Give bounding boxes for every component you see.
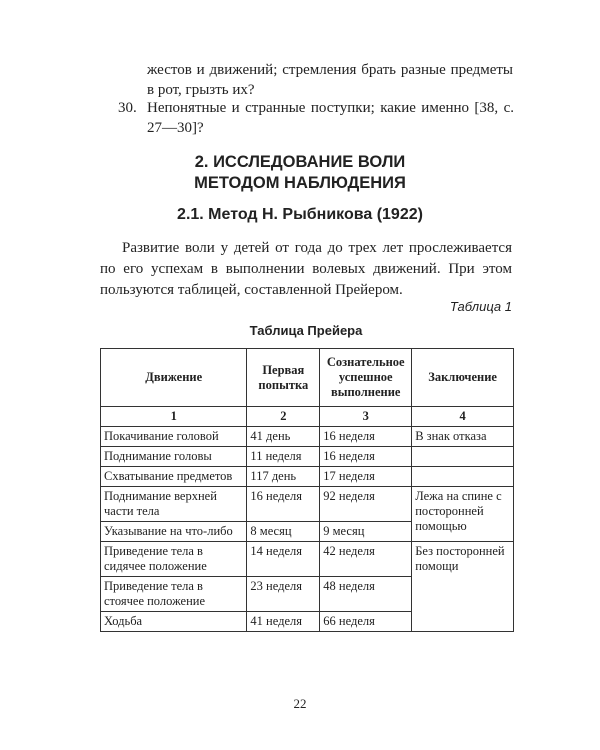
section-heading-line-1: 2. ИССЛЕДОВАНИЕ ВОЛИ	[194, 153, 406, 171]
cell-movement: Покачивание головой	[101, 427, 247, 447]
cell-conclusion-empty	[412, 447, 514, 467]
cell-first-attempt: 23 неделя	[247, 577, 320, 612]
cell-first-attempt: 11 неделя	[247, 447, 320, 467]
preyer-table	[100, 348, 514, 632]
cell-conclusion-empty	[412, 467, 514, 487]
column-number: 1	[101, 407, 247, 427]
cell-first-attempt: 14 неделя	[247, 542, 320, 577]
cell-movement: Поднимание верхней части тела	[101, 487, 247, 522]
column-number: 2	[247, 407, 320, 427]
list-item-continuation: жестов и движений; стремления брать разные предметы в рот, грызть их?	[147, 62, 513, 98]
table-row	[101, 487, 514, 522]
header-first-attempt: Первая попытка	[247, 349, 320, 407]
cell-movement: Ходьба	[101, 612, 247, 632]
cell-conscious-success: 42 неделя	[320, 542, 412, 577]
table-header-row	[101, 349, 514, 407]
cell-conscious-success: 48 неделя	[320, 577, 412, 612]
table-number-label: Таблица 1	[449, 299, 512, 314]
cell-first-attempt: 16 неделя	[247, 487, 320, 522]
cell-movement: Приведение тела в стоячее положение	[101, 577, 247, 612]
table-row	[101, 427, 514, 447]
subsection-heading: 2.1. Метод Н. Рыбникова (1922)	[177, 206, 423, 223]
body-paragraph: Развитие воли у детей от года до трех лет прослеживается по его успехам в выполнении волевых движений. При этом пользуются таблицей, составленной Прейером.	[100, 240, 512, 298]
cell-conscious-success: 66 неделя	[320, 612, 412, 632]
cell-conscious-success: 9 месяц	[320, 522, 412, 542]
cell-first-attempt: 8 месяц	[247, 522, 320, 542]
cell-conscious-success: 16 неделя	[320, 427, 412, 447]
cell-conscious-success: 17 неделя	[320, 467, 412, 487]
cell-conclusion: Без посторонней помощи	[412, 542, 514, 632]
header-conclusion: Заключение	[412, 349, 514, 407]
cell-conclusion: Лежа на спине с посторонней помощью	[412, 487, 514, 542]
section-heading-line-2: МЕТОДОМ НАБЛЮДЕНИЯ	[194, 174, 406, 192]
list-item-text: Непонятные и странные поступки; какие именно [38, с. 27—30]?	[147, 100, 514, 136]
cell-movement: Схватывание предметов	[101, 467, 247, 487]
cell-first-attempt: 41 день	[247, 427, 320, 447]
header-movement: Движение	[101, 349, 247, 407]
cell-conclusion: В знак отказа	[412, 427, 514, 447]
table-title: Таблица Прейера	[249, 323, 363, 338]
column-number: 4	[412, 407, 514, 427]
table-row	[101, 447, 514, 467]
table-row	[101, 467, 514, 487]
section-heading	[90, 152, 510, 194]
page-number: 22	[293, 696, 307, 711]
cell-first-attempt: 41 неделя	[247, 612, 320, 632]
cell-movement: Приведение тела в сидячее положение	[101, 542, 247, 577]
cell-movement: Поднимание головы	[101, 447, 247, 467]
cell-movement: Указывание на что-либо	[101, 522, 247, 542]
cell-first-attempt: 117 день	[247, 467, 320, 487]
cell-conscious-success: 92 неделя	[320, 487, 412, 522]
table-row	[101, 542, 514, 577]
header-conscious-success: Сознательное успешное выполнение	[320, 349, 412, 407]
list-item-number: 30.	[118, 100, 137, 116]
table-column-numbers-row	[101, 407, 514, 427]
column-number: 3	[320, 407, 412, 427]
cell-conscious-success: 16 неделя	[320, 447, 412, 467]
